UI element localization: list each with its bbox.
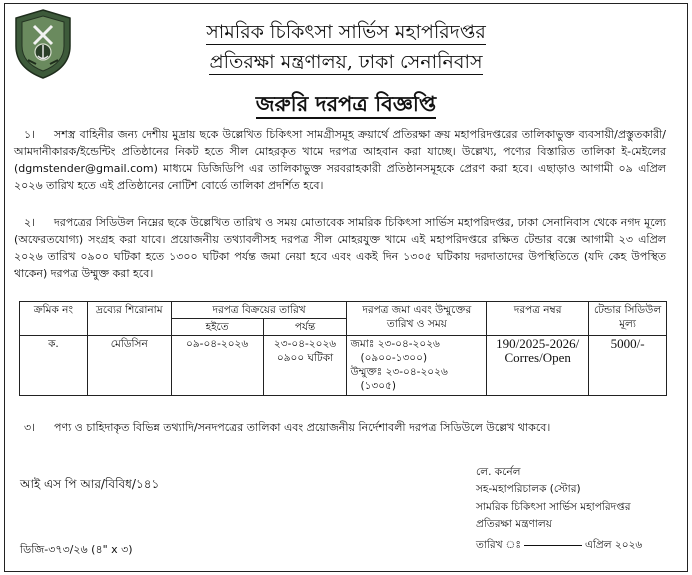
paragraph-3-text: পণ্য ও চাহিদাকৃত বিভিন্ন তথ্যাদি/সনদপত্রের তালিকা এবং প্রয়োজনীয় নির্দেশাবলী দরপত্র সিডিউলে উল্লেখ থাকবে। — [54, 421, 551, 434]
cell-tender-number-line1: 190/2025-2026/ — [496, 336, 580, 351]
paragraph-3-number: ৩। — [24, 421, 36, 434]
header-tender-number: দরপত্র নম্বর — [487, 302, 589, 336]
cell-submission-line1: জমাঃ ২৩-০৪-২০২৬ — [350, 338, 440, 350]
cell-serial: ক. — [20, 336, 88, 396]
cell-submission-line2: (০৯০০-১৩০০) — [360, 352, 428, 364]
paragraph-2-number: ২। — [24, 216, 36, 229]
signature-date — [476, 538, 642, 555]
header-serial: ক্রমিক নং — [20, 302, 88, 336]
header-schedule-price: টেন্ডার সিডিউল মূল্য — [589, 302, 667, 336]
table-header-row — [20, 302, 667, 319]
reference-number: আই এস পি আর/বিবিধ/১৪১ — [20, 477, 160, 491]
cell-item-title: মেডিসিন — [87, 336, 171, 396]
cell-from-date: ০৯-০৪-২০২৬ — [171, 336, 263, 396]
header-to: পর্যন্ত — [263, 319, 347, 336]
cell-tender-number — [487, 336, 589, 396]
cell-tender-number-line2: Corres/Open — [504, 350, 571, 365]
header-ministry: প্রতিরক্ষা মন্ত্রণালয়, ঢাকা সেনানিবাস — [209, 51, 483, 73]
signatory-ministry: প্রতিরক্ষা মন্ত্রণালয় — [476, 518, 552, 530]
notice-title: জরুরি দরপত্র বিজ্ঞপ্তি — [0, 88, 692, 123]
paragraph-1-number: ১। — [24, 128, 36, 141]
header-from: হইতে — [171, 319, 263, 336]
tender-table — [19, 301, 667, 396]
cell-to-date-line1: ২৩-০৪-২০২৬ — [273, 338, 337, 350]
cell-to-date-line2: ০৯০০ ঘটিকা — [276, 352, 334, 364]
date-suffix: এপ্রিল ২০২৬ — [584, 539, 643, 551]
cell-submission-line4: (১৩০৫) — [360, 380, 396, 392]
signatory-designation: সহ-মহাপরিচালক (স্টোর) — [476, 483, 581, 495]
paragraph-1 — [14, 126, 666, 194]
paragraph-3 — [14, 419, 666, 436]
cell-submission — [347, 336, 487, 396]
date-label: তারিখ ঃ — [476, 539, 521, 551]
paragraph-2 — [14, 214, 666, 282]
cell-submission-line3: উম্মুক্তঃ ২৩-০৪-২০২৬ — [350, 366, 448, 378]
date-blank-line — [524, 545, 582, 546]
header-sale-date: দরপত্র বিক্রয়ের তারিখ — [171, 302, 347, 319]
header-submission: দরপত্র জমা এবং উম্মুক্তের তারিখ ও সময় — [347, 302, 487, 336]
paragraph-2-text: দরপত্রের সিডিউল নিম্নের ছকে উল্লেখিত তারিখ ও সময় মোতাবেক সামরিক চিকিৎসা সার্ভিস মহাপরিদপ্তর, ঢাকা সেনানিবাস থেকে নগদ মূল্যে (অফেরতযোগ্য) সংগ্রহ করা যাবে। প্রয়োজনীয় তথ্যাবলীসহ দরপত্র সীল মোহরযুক্ত খামে এই মহাপরিদপ্তরে রক্ষিত টেন্ডার বক্সে আগামী ২৩ এপ্রিল ২০২৬ তারিখ ০৯০০ ঘটিকা হতে ১৩০০ ঘটিকা পর্যন্ত জমা নেয়া হবে এবং একই দিন ১৩০৫ ঘটিকায় দরদাতাদের উপস্থিতিতে (যদি কেহ উপস্থিত থাকেন) দরপত্র উম্মুক্ত করা হবে। — [14, 216, 666, 280]
header-item-title: দ্রব্যের শিরোনাম — [87, 302, 171, 336]
paragraph-1-text: সশস্ত্র বাহিনীর জন্য দেশীয় মুদ্রায় ছকে উল্লেখিত চিকিৎসা সামগ্রীসমূহ ক্রয়ার্থে প্রতিরক্ষা ক্রয় মহাপরিদপ্তরের তালিকাভুক্ত ব্যবসায়ী/প্রস্তুতকারী/আমদানীকারক/ইন্ডেন্টিং প্রতিষ্ঠানের নিকট হতে সীল মোহরকৃত খামে দরপত্র আহবান করা যাচ্ছে। উল্লেখ্য, পণ্যের বিস্তারিত তালিকা ই-মেইলের (dgmstender@gmail.com) মাধ্যমে ডিজিডিপি এর তালিকাভুক্ত সরবরাহকারী প্রতিষ্ঠানসমূহকে প্রেরণ করা হবে। এছাড়াও আগামী ০৯ এপ্রিল ২০২৬ তারিখ হতে এই প্রতিষ্ঠানের নোটিশ বোর্ডে তালিকা প্রদর্শিত হবে। — [14, 128, 666, 192]
cell-schedule-price: 5000/- — [589, 336, 667, 396]
signatory-office: সামরিক চিকিৎসা সার্ভিস মহাপরিদপ্তর — [476, 501, 631, 513]
header-organization: সামরিক চিকিৎসা সার্ভিস মহাপরিদপ্তর — [206, 21, 486, 43]
table-row — [20, 336, 667, 396]
footer-code: ডিজি-৩৭৩/২৬ (৪" x ৩) — [20, 543, 133, 556]
signatory-rank: লে. কর্নেল — [476, 466, 521, 478]
cell-to-date — [263, 336, 347, 396]
